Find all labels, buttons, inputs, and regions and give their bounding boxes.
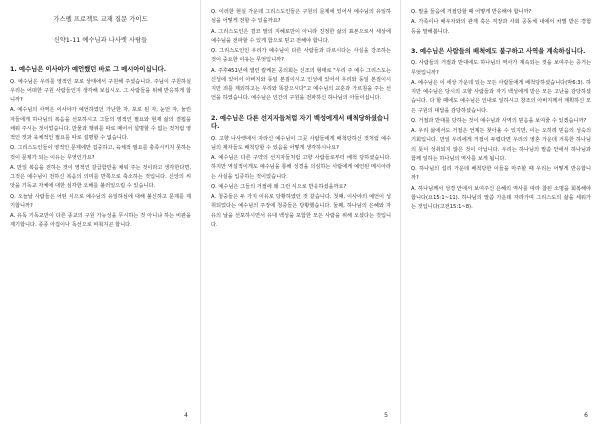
qa-item: A. 하나님께서 성경 안에서 보여주신 은혜의 역사를 따라 참된 소명을 회복해야 합니다(요15:1~11). 하나님의 말씀 가운데 자라가며 그리스도의 삶을 세워가는 것입니다(고전15:1~8). [411,185,591,210]
qa-item: A. 청중들은 두 가지 이유로 당황하였던 것 같습니다. 첫째, 이사야의 예언이 성취되었다는 예수님의 주장에 청중들은 당황했습니다. 둘째, 하나님의 은혜와 자유의 날을 선포하시면서 유대 백성을 포함한 모든 사람을 위해 오셨다는 것입니다. [211,194,391,228]
qa-item: Q. 사람들의 거절과 반대에도 하나님의 역사가 계속되는 것을 보여주는 증거는 무엇입니까? [411,60,591,76]
page-number: 4 [184,412,188,419]
page-number: 6 [584,412,588,419]
page-number: 5 [384,412,388,419]
qa-item: Q. 그리스도인들이 영적인 문제에만 집중하고, 육체적 필요를 충족시키지 못하는 것이 문제가 되는 이유는 무엇인가요? [10,145,191,161]
qa-item: Q. 예수님은 우리를 영적인 포로 상태에서 구원해 주셨습니다. 주님이 구원하실 우리는 어떠한 구원 사람들인지 생각해 보십시오. 그 사람들을 위해 반응하게 합니까? [10,78,191,103]
guide-title: 가스펠 프로젝트 교재 질문 가이드 [53,15,148,23]
section-title-2: 2. 예수님은 다른 선지자들처럼 자기 백성에게서 배척당하셨습니다. [211,114,390,130]
qa-item: A. 우리 삶에서도 거절은 언제든 찾아올 수 있지만, 이는 오히려 믿음의 성숙의 기회입니다. 만일 우리에게 거절이 두렵다면 우리의 영혼 가운데 거룩한 하나님의 뜻이 성취되지 않은 것이 아닙니다. 우리는 하나님의 말씀 안에서 하나님과 함께 일하는 하나님의 역사를 보게 됩니다. [411,128,591,162]
qa-item: Q. 말을 들음에 거절당할 때 어떻게 반응해야 합니까? [411,9,532,15]
qa-item: Q. 오늘날 사람들은 어떤 식으로 예수님의 유일하심에 대해 불신하고 문제를 제기합니까? [10,193,191,209]
section-title-1: 1. 예수님은 이사야가 예언했던 바로 그 메시아이십니다. [10,66,167,73]
qa-item: Q. 이러한 현실 가운데 그리스도인들은 구원의 문제에 있어서 예수님의 유일하심을 어떻게 전할 수 있을까요? [211,9,391,25]
qa-item: Q. 하나님의 섭리 가운데 배척당한 이들을 마주할 때 우리는 어떻게 반응합니까? [411,166,591,182]
qa-item: A. 예수님의 사역은 이사야가 예언하였던 가난한 자, 포로 된 자, 눈먼 자, 눌린 자들에게 하나님의 복음을 선포하시고 그들의 영적인 필요와 현재 삶의 결핍을 채워 주시는 것이었습니다. 만물과 행위를 따로 떼어서 설명할 수 없는 것처럼 영적인 것과 육체적인 필요를 따로 설명할 수 없습니다. [10,107,191,141]
page-6 [400,0,600,424]
qa-item: A. 유독 기독교만이 다른 종교의 구원 가능성을 무시하는 것 아니냐 하는 비판을 제기합니다. 종종 아집이나 독선으로 비춰지곤 합니다. [10,213,191,229]
page-4 [0,0,200,424]
qa-item: A. 예수님은 다른 구약의 선지자들처럼 고향 사람들로부터 배척 당하셨습니다. 하지만 역설적이게도 예수님을 통해 성경을 의심하는 사람에게 예언된 메시아라는 사실을 입증하는 것이었습니다. [211,155,391,180]
qa-item: A. 가족이나 배우자와의 관계 혹은 직장과 사회 공동체 내에서 차별 받은 경험 등을 말해봅니다. [411,19,591,35]
qa-item: A. 주후451년에 열린 칼케돈 공의회는 신조의 형태로 "우리 주 예수 그리스도는 신성에 있어서 아버지와 동일 본질이시고 인성에 있어서 우리와 동일 본질이시지만 죄를 제외하고는 우리와 똑같으시다"고 예수님의 교훈과 가르침을 주는 선언을 하였습니다. 예수님은 인간의 구원을 전파하신 하나님의 아들이십니다. [211,67,391,102]
qa-item: A. 예수님은 이 세상 가운데 있는 모든 사람들에게 배척당하셨습니다(막6:3). 하지만 예수님은 당시의 고향 사람들과 자기 백성에게 받은 모든 고난을 감당하셨습니다. 다 할 때에도 예수님은 인내로 일하시고 창조의 아버지께서 계획하신 모든 구원의 대답을 감당하셨습니다. [411,79,591,114]
qa-item: Q. 예수님은 그들의 거절에 왜 그런 식으로 반응하셨을까요? [211,183,347,190]
section-title-3: 3. 예수님은 사람들의 배척에도 불구하고 사역을 계속하십니다. [411,47,586,55]
qa-item: Q. 거절과 반대를 당하는 것이 예수님과 사역의 믿음을 보여줄 수 있겠습니까? [411,117,587,124]
qa-item: Q. 고향 나사렛에서 자라신 예수님이 그곳 사람들에게 배척당하신 것처럼 예수님의 제자들도 배척당할 수 있음을 어떻게 생각하시나요? [211,135,391,151]
qa-item: A. 만일 복음을 전하는 것이 영적인 갈급함만을 채워 주는 것이라고 생각한다면, 그것은 예수님이 전하신 복음의 의미를 반쪽으로 축소하는 것입니다. 신앙의 씨앗을 기독교 자체에 대한 심각한 오해를 불러일으킬 수 있습니다. [10,164,191,190]
qa-item: Q. 그리스도인인 우리가 예수님이 다른 사람들과 다르시다는 사실을 강조하는 것이 중요한 이유는 무엇입니까? [211,48,391,64]
qa-item: A. 그리스도인은 결코 말의 지혜로만이 아니라 진정한 삶의 표본으로서 세상에 예수님을 전파할 수 있게 함으로 믿고 전해야 합니다. [211,28,391,44]
page-5 [200,0,400,424]
lesson-subtitle: 신약1-11 예수님과 나사렛 사람들 [53,37,148,44]
